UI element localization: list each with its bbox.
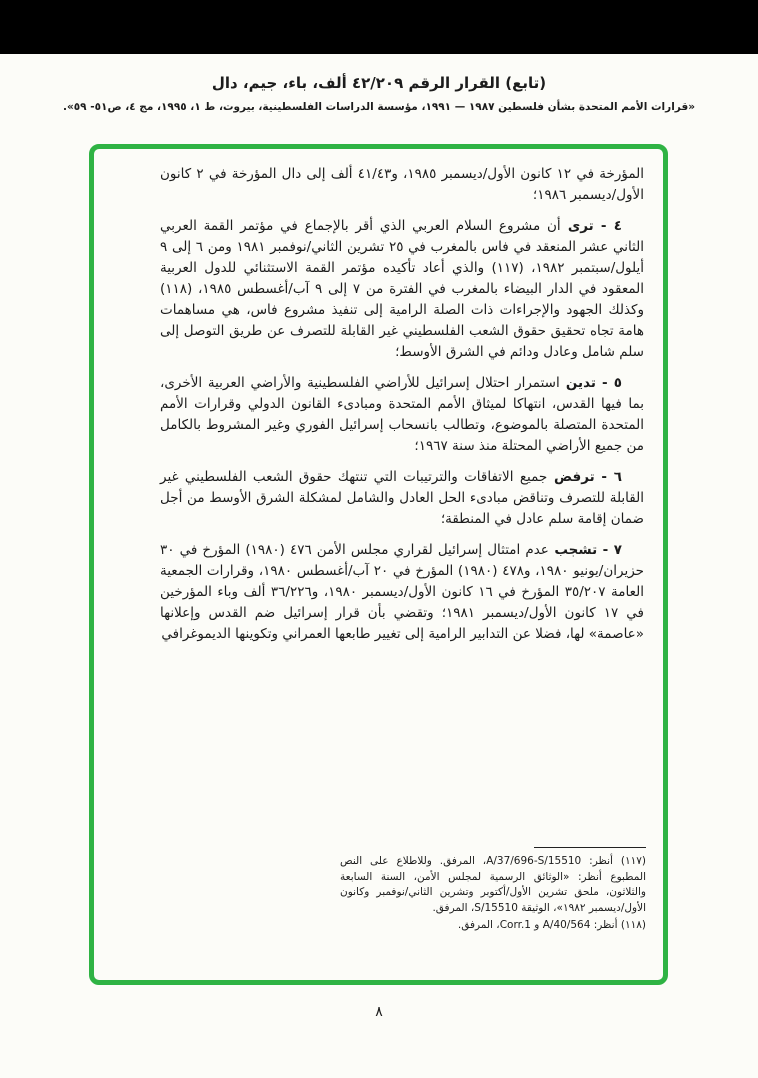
paragraph-number: ٧ - xyxy=(602,542,622,558)
paragraph-number: ٤ - xyxy=(600,218,622,234)
footnote-118 xyxy=(340,918,646,934)
footnote-text: أنظر: A/40/564 و Corr.1، المرفق. xyxy=(457,919,621,931)
paragraph-number: ٦ - xyxy=(601,469,622,485)
operative-verb: ترى xyxy=(560,218,601,234)
footnote-label: (١١٨) xyxy=(620,919,646,931)
paragraph-text: جميع الاتفاقات والترتيبات التي تنتهك حقوق الشعب الفلسطيني غير القابلة للتصرف وتناقض مبادىء الحل العادل والشامل لمشكلة الشرق الأوسط من أجل ضمان إقامة سلم عادل في المنطقة؛ xyxy=(160,469,644,527)
source-citation: «قرارات الأمم المتحدة بشأن فلسطين ١٩٨٧ — ١٩٩١، مؤسسة الدراسات الفلسطينية، بيروت، ط ١، ١٩٩٥، مج ٤، ص٥١- ٥٩». xyxy=(62,101,695,113)
scan-top-black-bar xyxy=(0,0,758,54)
paragraph-6 xyxy=(160,467,644,530)
resolution-body xyxy=(160,164,644,655)
paragraph-continuation xyxy=(160,164,644,206)
paragraph-text: عدم امتثال إسرائيل لقراري مجلس الأمن ٤٧٦ (١٩٨٠) المؤرخ في ٣٠ حزيران/يونيو ١٩٨٠، و٤٧٨ (١٩٨٠) المؤرخ في ٢٠ آب/أغسطس ١٩٨٠، وقرارات الجمعية العامة ٣٥/٢٠٧ المؤرخ في ١٦ كانون الأول/ديسمبر ١٩٨٠، و٣٦/٢٢٦ ألف وباء المؤرخين في ١٧ كانون الأول/ديسمبر ١٩٨١؛ وتقضي بأن قرار إسرائيل ضم القدس وإعلانها «عاصمة» لها، فضلا عن التدابير الرامية إلى تغيير طابعها العمراني وتكوينها الديموغرافي xyxy=(160,542,645,642)
paragraph-7 xyxy=(160,540,644,645)
page-title: (تابع) القرار الرقم ٤٢/٢٠٩ ألف، باء، جيم، دال xyxy=(211,74,547,92)
paragraph-number: ٥ - xyxy=(602,375,622,391)
footnote-label: (١١٧) xyxy=(620,855,646,867)
operative-verb: تدين xyxy=(559,375,603,391)
paragraph-5 xyxy=(160,373,644,457)
footnote-117 xyxy=(340,854,646,916)
operative-verb: تشجب xyxy=(548,542,603,558)
paragraph-text: أن مشروع السلام العربي الذي أقر بالإجماع في مؤتمر القمة العربي الثاني عشر المنعقد في فاس بالمغرب في ٢٥ تشرين الثاني/نوفمبر ١٩٨١ ومن ٦ إلى ٩ أيلول/سبتمبر ١٩٨٢، (١١٧) والذي أعاد تأكيده مؤتمر القمة الاستثنائي للدول العربية المعقود في الدار البيضاء بالمغرب في الفترة من ٧ إلى ٩ آب/أغسطس ١٩٨٥، (١١٨) وكذلك الجهود والإجراءات ذات الصلة الرامية إلى تنفيذ مشروع فاس، هي مساهمات هامة تجاه تحقيق حقوق الشعب الفلسطيني غير القابلة للتصرف عن طريق التوصل إلى سلم شامل وعادل ودائم في الشرق الأوسط؛ xyxy=(160,218,645,360)
paragraph-text: المؤرخة في ١٢ كانون الأول/ديسمبر ١٩٨٥، و٤١/٤٣ ألف إلى دال المؤرخة في ٢ كانون الأول/ديسمبر ١٩٨٦؛ xyxy=(160,166,644,203)
paragraph-text: استمرار احتلال إسرائيل للأراضي الفلسطينية والأراضي العربية الأخرى، بما فيها القدس، انتهاكا لميثاق الأمم المتحدة ومبادىء القانون الدولي وقرارات الأمم المتحدة المتصلة بالموضوع، وتطالب بانسحاب إسرائيل الفوري وغير المشروط بالكامل من جميع الأراضي المحتلة منذ سنة ١٩٦٧؛ xyxy=(160,375,644,454)
footnote-separator xyxy=(534,847,646,848)
page-number: ٨ xyxy=(375,1004,383,1020)
operative-verb: ترفض xyxy=(547,469,602,485)
paragraph-4 xyxy=(160,216,644,363)
footnote-text: أنظر: A/37/696-S/15510، المرفق. وللاطلاع على النص المطبوع أنظر: «الوثائق الرسمية لمجلس الأمن، السنة السابعة والثلاثون، ملحق تشرين الأول/أكتوبر وتشرين الثاني/نوفمبر وكانون الأول/ديسمبر ١٩٨٢»، الوثيقة S/15510، المرفق. xyxy=(340,855,646,914)
footnotes-block xyxy=(340,854,646,936)
